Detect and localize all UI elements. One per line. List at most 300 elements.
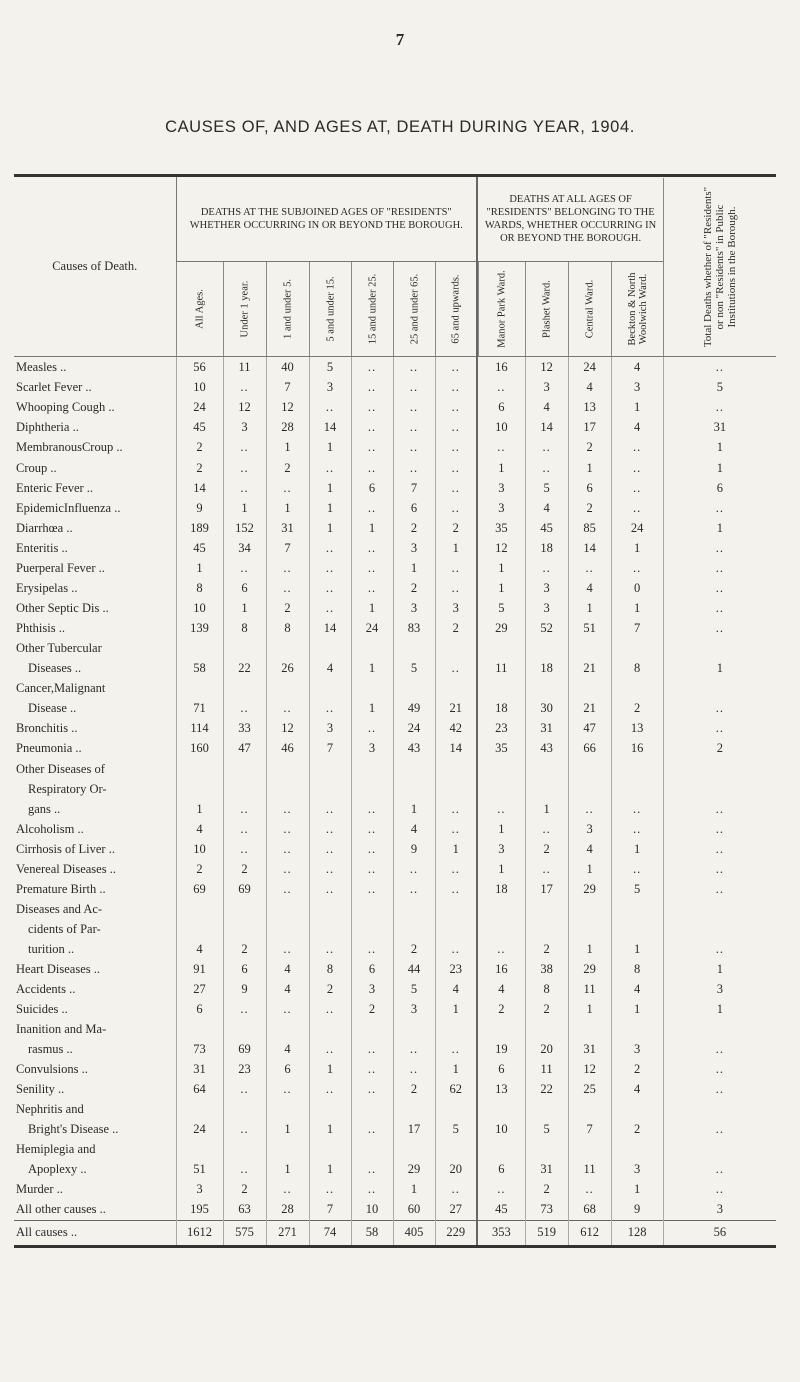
cause-line: cidents of Par- — [28, 921, 101, 936]
cell-7: 10 — [477, 417, 525, 437]
cell-8: 31 — [525, 718, 568, 738]
cell-4: 1 — [351, 598, 393, 618]
cell-10: 2 — [611, 1099, 663, 1139]
cell-5: 2 — [393, 1079, 435, 1099]
table-row — [14, 999, 776, 1019]
cell-7: 1 — [477, 859, 525, 879]
cell-5: 1 — [393, 558, 435, 578]
cell-10: 4 — [611, 357, 663, 378]
cell-2: .. — [266, 578, 309, 598]
cell-1: .. — [223, 1139, 266, 1179]
cell-4: 6 — [351, 959, 393, 979]
cell-6: 1 — [435, 839, 477, 859]
cell-3: .. — [309, 538, 351, 558]
cell-11: .. — [663, 1139, 776, 1179]
cell-11: 5 — [663, 377, 776, 397]
cell-2: .. — [266, 879, 309, 899]
cause-label: Enteric Fever .. — [16, 480, 94, 495]
cell-5: 60 — [393, 1199, 435, 1220]
cell-4: 3 — [351, 738, 393, 758]
cell-7: 3 — [477, 478, 525, 498]
cell-10: 1 — [611, 1179, 663, 1199]
cell-0: 58 — [176, 638, 223, 678]
table-body — [14, 357, 776, 1247]
cell-11: 6 — [663, 478, 776, 498]
cell-2: .. — [266, 999, 309, 1019]
cell-2: 2 — [266, 457, 309, 477]
cell-5: .. — [393, 1019, 435, 1059]
ages-group-header: DEATHS AT THE SUBJOINED AGES OF "RESIDENTS" WHETHER OCCURRING IN OR BEYOND THE BOROUGH. — [176, 176, 477, 262]
cell-7: 1 — [477, 457, 525, 477]
table-row — [14, 678, 776, 718]
cell-10: 13 — [611, 718, 663, 738]
cause-label — [14, 1019, 176, 1059]
cause-line: Disease .. — [28, 701, 77, 716]
table-row — [14, 879, 776, 899]
cause-label: EpidemicInfluenza .. — [16, 500, 121, 515]
cell-4: .. — [351, 879, 393, 899]
cell-10: 5 — [611, 879, 663, 899]
cell-2: 12 — [266, 718, 309, 738]
col-header-1 — [223, 262, 266, 357]
cell-11: .. — [663, 558, 776, 578]
cell-2: 1 — [266, 437, 309, 457]
cell-11: .. — [663, 879, 776, 899]
cell-10: 9 — [611, 1199, 663, 1220]
cell-0: 56 — [176, 357, 223, 378]
cell-9: 29 — [568, 959, 611, 979]
cell-2: 40 — [266, 357, 309, 378]
cell-9: 2 — [568, 437, 611, 457]
cell-11: 56 — [663, 1220, 776, 1246]
cell-9: 21 — [568, 678, 611, 718]
table-row — [14, 638, 776, 678]
cell-6: .. — [435, 638, 477, 678]
table-row — [14, 558, 776, 578]
cell-1: 34 — [223, 538, 266, 558]
cell-5: .. — [393, 1059, 435, 1079]
cell-11: 3 — [663, 979, 776, 999]
cell-3: .. — [309, 859, 351, 879]
cell-5: .. — [393, 417, 435, 437]
cell-11: .. — [663, 678, 776, 718]
cell-6: .. — [435, 1019, 477, 1059]
cell-7: 353 — [477, 1220, 525, 1246]
cell-5: 3 — [393, 598, 435, 618]
table-row — [14, 718, 776, 738]
cell-5: 1 — [393, 1179, 435, 1199]
cell-9: 66 — [568, 738, 611, 758]
cell-5: .. — [393, 879, 435, 899]
cell-0: 4 — [176, 819, 223, 839]
cell-6: .. — [435, 357, 477, 378]
col-header-label: Manor Park Ward. — [496, 270, 508, 348]
cell-4: .. — [351, 578, 393, 598]
table-row — [14, 618, 776, 638]
cell-3: 74 — [309, 1220, 351, 1246]
cell-5: .. — [393, 357, 435, 378]
cell-10: 24 — [611, 518, 663, 538]
cause-label: Diarrhœa .. — [16, 520, 73, 535]
cell-6: .. — [435, 899, 477, 959]
cell-5: 5 — [393, 979, 435, 999]
cell-1: .. — [223, 558, 266, 578]
wards-group-header: DEATHS AT ALL AGES OF "RESIDENTS" BELONGING TO THE WARDS, WHETHER OCCURRING IN OR BEYOND THE BOROUGH. — [477, 176, 663, 262]
cell-8: 18 — [525, 638, 568, 678]
cell-0: 2 — [176, 859, 223, 879]
cell-10: 1 — [611, 899, 663, 959]
cell-4: 2 — [351, 999, 393, 1019]
cell-3: 1 — [309, 1099, 351, 1139]
cell-6: 14 — [435, 738, 477, 758]
cell-2: 28 — [266, 1199, 309, 1220]
cell-0: 64 — [176, 1079, 223, 1099]
cell-0: 2 — [176, 457, 223, 477]
cell-5: 2 — [393, 518, 435, 538]
cell-3: 1 — [309, 1139, 351, 1179]
cell-2: .. — [266, 899, 309, 959]
cell-5: 7 — [393, 478, 435, 498]
col-header-4 — [351, 262, 393, 357]
cell-0: 114 — [176, 718, 223, 738]
cell-6: 42 — [435, 718, 477, 738]
table-row — [14, 357, 776, 378]
cause-line: rasmus .. — [28, 1042, 73, 1057]
cause-label: Pneumonia .. — [16, 741, 82, 756]
cause-line: Other Diseases of — [16, 761, 105, 776]
cell-6: 62 — [435, 1079, 477, 1099]
cause-label: Heart Diseases .. — [16, 961, 100, 976]
cell-1: 3 — [223, 417, 266, 437]
cell-0: 6 — [176, 999, 223, 1019]
cell-7: 18 — [477, 678, 525, 718]
cell-2: .. — [266, 839, 309, 859]
cell-4: 24 — [351, 618, 393, 638]
table-row — [14, 377, 776, 397]
cell-7: .. — [477, 759, 525, 819]
cell-0: 9 — [176, 498, 223, 518]
cell-2: 4 — [266, 1019, 309, 1059]
cell-8: .. — [525, 457, 568, 477]
cause-label: Measles .. — [16, 360, 67, 375]
cell-9: 17 — [568, 417, 611, 437]
table-row — [14, 1079, 776, 1099]
cell-1: 1 — [223, 598, 266, 618]
cell-5: 29 — [393, 1139, 435, 1179]
cell-9: 68 — [568, 1199, 611, 1220]
cell-5: .. — [393, 437, 435, 457]
cell-4: 58 — [351, 1220, 393, 1246]
cell-6: .. — [435, 498, 477, 518]
table-row — [14, 979, 776, 999]
cell-11: .. — [663, 1179, 776, 1199]
cell-9: 11 — [568, 979, 611, 999]
cell-2: 1 — [266, 498, 309, 518]
cause-line: Apoplexy .. — [28, 1162, 87, 1177]
cell-4: .. — [351, 1079, 393, 1099]
cell-8: .. — [525, 819, 568, 839]
cell-10: 1 — [611, 538, 663, 558]
cell-4: 6 — [351, 478, 393, 498]
cell-4: .. — [351, 1139, 393, 1179]
cell-7: 1 — [477, 578, 525, 598]
cell-8: .. — [525, 859, 568, 879]
cell-1: 47 — [223, 738, 266, 758]
causes-header-label: Causes of Death. — [52, 259, 138, 273]
cell-6: 1 — [435, 1059, 477, 1079]
table-row — [14, 578, 776, 598]
table-row — [14, 959, 776, 979]
cell-7: 13 — [477, 1079, 525, 1099]
cell-3: .. — [309, 678, 351, 718]
cell-1: .. — [223, 478, 266, 498]
cell-5: 9 — [393, 839, 435, 859]
cell-5: 2 — [393, 899, 435, 959]
cell-11: .. — [663, 1079, 776, 1099]
cell-10: .. — [611, 759, 663, 819]
cell-11: .. — [663, 718, 776, 738]
cell-7: 3 — [477, 498, 525, 518]
cell-8: 1 — [525, 759, 568, 819]
cell-2: 1 — [266, 1139, 309, 1179]
cell-7: 19 — [477, 1019, 525, 1059]
table-row — [14, 759, 776, 819]
cell-4: .. — [351, 1099, 393, 1139]
cell-10: 128 — [611, 1220, 663, 1246]
cell-9: 612 — [568, 1220, 611, 1246]
cell-3: 1 — [309, 1059, 351, 1079]
table-row — [14, 859, 776, 879]
cell-6: .. — [435, 1179, 477, 1199]
cell-3: 5 — [309, 357, 351, 378]
cell-10: 8 — [611, 638, 663, 678]
cell-8: 2 — [525, 899, 568, 959]
cell-9: 1 — [568, 899, 611, 959]
cause-line: Cancer,Malignant — [16, 681, 106, 696]
cell-1: 22 — [223, 638, 266, 678]
table-row — [14, 1139, 776, 1179]
cell-7: 6 — [477, 1139, 525, 1179]
cell-3: 2 — [309, 979, 351, 999]
cell-11: .. — [663, 839, 776, 859]
cell-8: 18 — [525, 538, 568, 558]
cell-9: .. — [568, 759, 611, 819]
mortality-table — [14, 174, 776, 1248]
cell-4: .. — [351, 899, 393, 959]
cell-11: .. — [663, 598, 776, 618]
cell-9: 11 — [568, 1139, 611, 1179]
cell-8: 22 — [525, 1079, 568, 1099]
cell-1: 69 — [223, 1019, 266, 1059]
cause-label: Phthisis .. — [16, 621, 65, 636]
col-header-label: 25 and under 65. — [409, 273, 420, 345]
cell-6: .. — [435, 457, 477, 477]
cell-6: 4 — [435, 979, 477, 999]
cell-1: 12 — [223, 397, 266, 417]
cell-8: 52 — [525, 618, 568, 638]
cell-8: 17 — [525, 879, 568, 899]
cell-11: .. — [663, 819, 776, 839]
cell-9: 4 — [568, 377, 611, 397]
table-row — [14, 538, 776, 558]
table-row — [14, 1179, 776, 1199]
cell-2: 6 — [266, 1059, 309, 1079]
cell-6: 21 — [435, 678, 477, 718]
cell-7: 45 — [477, 1199, 525, 1220]
cell-0: 195 — [176, 1199, 223, 1220]
cell-4: .. — [351, 498, 393, 518]
cell-11: .. — [663, 1059, 776, 1079]
cell-7: 18 — [477, 879, 525, 899]
cell-9: 2 — [568, 498, 611, 518]
cell-0: 14 — [176, 478, 223, 498]
cell-0: 51 — [176, 1139, 223, 1179]
cell-8: 30 — [525, 678, 568, 718]
cell-8: 2 — [525, 1179, 568, 1199]
cell-5: 1 — [393, 759, 435, 819]
cell-6: 3 — [435, 598, 477, 618]
cell-3: 1 — [309, 498, 351, 518]
cell-7: 5 — [477, 598, 525, 618]
cause-label: Accidents .. — [16, 982, 76, 997]
cell-1: .. — [223, 1099, 266, 1139]
cause-line: turition .. — [28, 941, 75, 956]
cell-1: 63 — [223, 1199, 266, 1220]
col-header-6 — [435, 262, 477, 357]
cell-7: 16 — [477, 357, 525, 378]
cause-label: All other causes .. — [16, 1202, 106, 1217]
table-row — [14, 417, 776, 437]
cell-10: 2 — [611, 1059, 663, 1079]
cell-11: 3 — [663, 1199, 776, 1220]
cell-2: 1 — [266, 1099, 309, 1139]
col-header-label: Under 1 year. — [239, 280, 251, 338]
cause-label: Cirrhosis of Liver .. — [16, 841, 115, 856]
cell-1: 23 — [223, 1059, 266, 1079]
cell-1: .. — [223, 839, 266, 859]
cell-11: 1 — [663, 959, 776, 979]
cell-8: 4 — [525, 498, 568, 518]
cell-11: 1 — [663, 638, 776, 678]
cell-6: .. — [435, 859, 477, 879]
cell-4: .. — [351, 819, 393, 839]
cell-3: 4 — [309, 638, 351, 678]
cell-2: .. — [266, 478, 309, 498]
cell-11: 1 — [663, 457, 776, 477]
total-row-label: All causes .. — [14, 1220, 176, 1246]
cause-label — [14, 899, 176, 959]
cell-1: 8 — [223, 618, 266, 638]
table-row — [14, 498, 776, 518]
col-header-8 — [525, 262, 568, 357]
cell-2: .. — [266, 1079, 309, 1099]
cell-1: 152 — [223, 518, 266, 538]
cell-1: .. — [223, 437, 266, 457]
cell-5: .. — [393, 397, 435, 417]
cell-7: 12 — [477, 538, 525, 558]
cause-label — [14, 759, 176, 819]
cell-0: 69 — [176, 879, 223, 899]
cell-7: .. — [477, 899, 525, 959]
cell-3: 14 — [309, 618, 351, 638]
cell-7: 35 — [477, 738, 525, 758]
cell-1: 6 — [223, 578, 266, 598]
cell-9: 13 — [568, 397, 611, 417]
table-row — [14, 1019, 776, 1059]
cell-7: .. — [477, 437, 525, 457]
cell-8: 20 — [525, 1019, 568, 1059]
cell-5: 17 — [393, 1099, 435, 1139]
cell-0: 2 — [176, 437, 223, 457]
cell-10: 1 — [611, 397, 663, 417]
cell-9: 14 — [568, 538, 611, 558]
cell-4: .. — [351, 558, 393, 578]
cell-0: 24 — [176, 397, 223, 417]
cell-9: .. — [568, 1179, 611, 1199]
cell-8: 11 — [525, 1059, 568, 1079]
cell-0: 160 — [176, 738, 223, 758]
cell-11: .. — [663, 578, 776, 598]
cause-label: Other Septic Dis .. — [16, 601, 109, 616]
cell-5: 5 — [393, 638, 435, 678]
cell-8: 3 — [525, 377, 568, 397]
cell-8: 38 — [525, 959, 568, 979]
cell-5: .. — [393, 377, 435, 397]
cell-5: 2 — [393, 578, 435, 598]
table-row — [14, 457, 776, 477]
cause-label — [14, 1099, 176, 1139]
table-row — [14, 518, 776, 538]
cell-4: .. — [351, 417, 393, 437]
cell-6: .. — [435, 377, 477, 397]
cell-9: 85 — [568, 518, 611, 538]
cell-0: 8 — [176, 578, 223, 598]
cause-line: Bright's Disease .. — [28, 1122, 119, 1137]
cell-9: 1 — [568, 457, 611, 477]
col-header-label: Beckton & North Woolwich Ward. — [626, 272, 649, 346]
cell-6: 229 — [435, 1220, 477, 1246]
cell-0: 139 — [176, 618, 223, 638]
cell-3: .. — [309, 1179, 351, 1199]
cell-9: 31 — [568, 1019, 611, 1059]
cell-3: 14 — [309, 417, 351, 437]
cause-label: MembranousCroup .. — [16, 440, 123, 455]
cell-11: 31 — [663, 417, 776, 437]
cell-2: .. — [266, 678, 309, 718]
cell-9: 24 — [568, 357, 611, 378]
table-row — [14, 437, 776, 457]
cell-1: 1 — [223, 498, 266, 518]
cell-1: 6 — [223, 959, 266, 979]
cell-9: 51 — [568, 618, 611, 638]
cell-10: 8 — [611, 959, 663, 979]
table-row — [14, 1199, 776, 1220]
cell-7: 29 — [477, 618, 525, 638]
cause-label: Scarlet Fever .. — [16, 380, 92, 395]
cell-11: .. — [663, 1019, 776, 1059]
cell-7: 4 — [477, 979, 525, 999]
cell-8: 8 — [525, 979, 568, 999]
cell-8: 5 — [525, 478, 568, 498]
cell-3: 1 — [309, 518, 351, 538]
cell-1: 69 — [223, 879, 266, 899]
cell-2: .. — [266, 558, 309, 578]
cell-8: 2 — [525, 839, 568, 859]
cell-5: .. — [393, 457, 435, 477]
cell-0: 1 — [176, 759, 223, 819]
cell-3: 7 — [309, 738, 351, 758]
cell-2: 2 — [266, 598, 309, 618]
